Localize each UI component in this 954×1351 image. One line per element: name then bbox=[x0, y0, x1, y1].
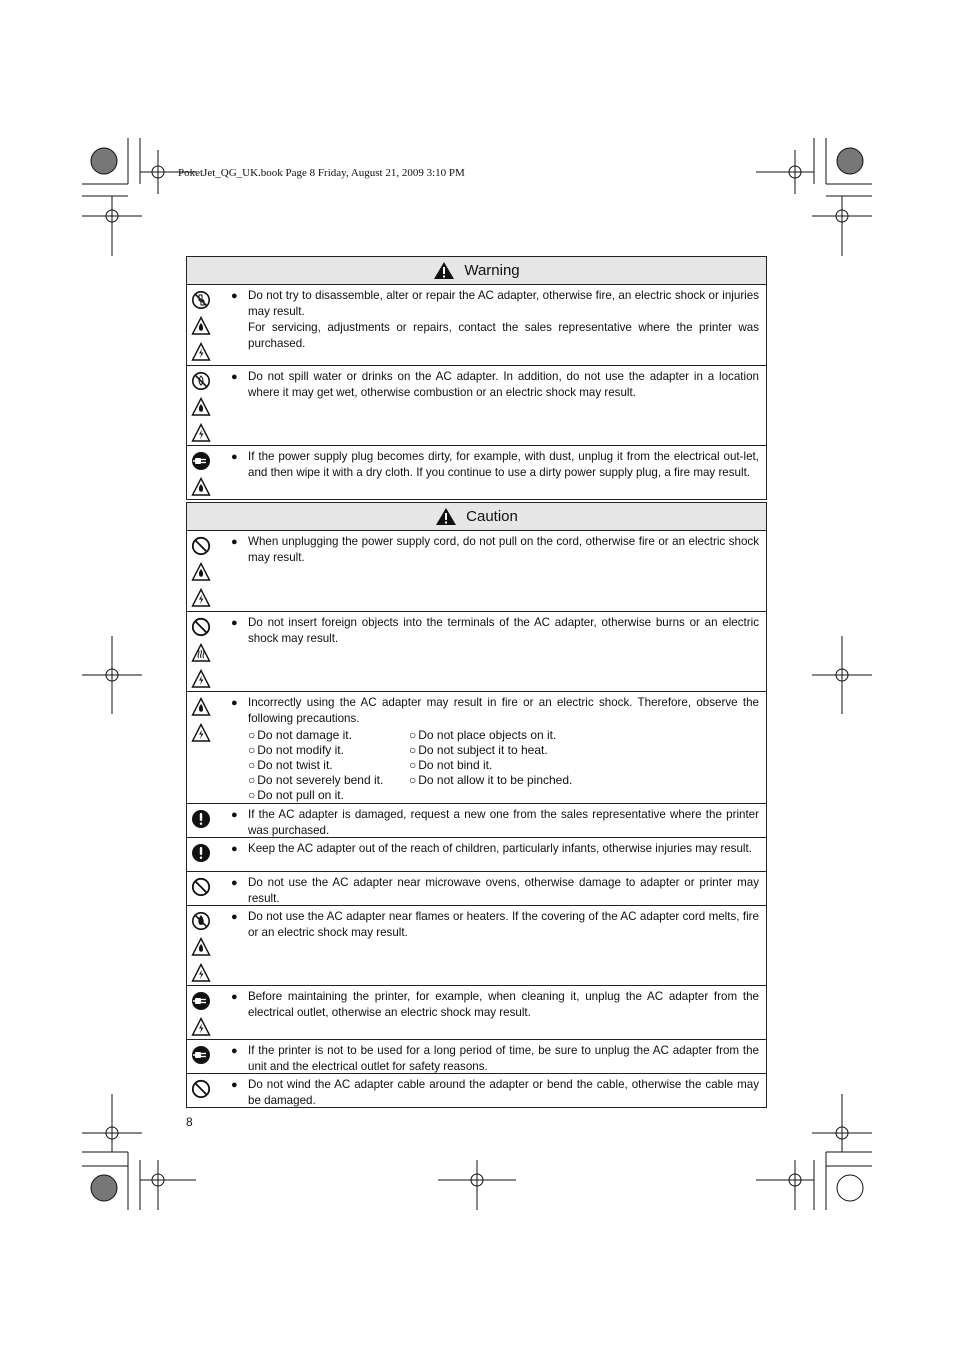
electric-shock-icon bbox=[191, 963, 211, 983]
fire-warning-icon bbox=[191, 562, 211, 582]
row-text bbox=[231, 807, 759, 839]
row-text bbox=[231, 909, 759, 941]
caution-row bbox=[187, 871, 766, 905]
precaution-item: ○ Do not allow it to be pinched. bbox=[409, 773, 609, 788]
row-paragraph: If the power supply plug becomes dirty, for example, with dust, unplug it from the electrical out-let, and then wipe it with a dry cloth. If you continue to use a dirty power supply plug, a fire may result. bbox=[248, 450, 759, 479]
prohibited-icon bbox=[191, 877, 211, 897]
hot-surface-icon bbox=[191, 643, 211, 663]
prohibited-icon bbox=[191, 1079, 211, 1099]
row-text bbox=[231, 875, 759, 907]
fire-warning-icon bbox=[191, 697, 211, 717]
bullet: ● bbox=[231, 290, 238, 302]
row-paragraph: If the printer is not to be used for a long period of time, be sure to unplug the AC adapter from the unit and the electrical outlet for safety reasons. bbox=[248, 1044, 759, 1073]
mandatory-icon bbox=[191, 809, 211, 829]
bullet: ● bbox=[231, 371, 238, 383]
caution-header bbox=[187, 503, 766, 531]
row-text bbox=[231, 369, 759, 401]
caution-row bbox=[187, 985, 766, 1039]
caution-row bbox=[187, 803, 766, 837]
fire-warning-icon bbox=[191, 397, 211, 417]
warning-triangle-icon bbox=[433, 261, 455, 280]
warning-row bbox=[187, 285, 766, 365]
electric-shock-icon bbox=[191, 588, 211, 608]
fire-warning-icon bbox=[191, 937, 211, 957]
electric-shock-icon bbox=[191, 669, 211, 689]
warning-header bbox=[187, 257, 766, 285]
row-icons bbox=[191, 877, 213, 903]
precaution-item: ○ Do not subject it to heat. bbox=[409, 743, 609, 758]
electric-shock-icon bbox=[191, 342, 211, 362]
row-icons bbox=[191, 1045, 213, 1071]
caution-row bbox=[187, 905, 766, 985]
bullet: ● bbox=[231, 617, 238, 629]
bullet: ● bbox=[231, 1079, 238, 1091]
caution-row bbox=[187, 1039, 766, 1073]
row-text bbox=[231, 615, 759, 647]
caution-triangle-icon bbox=[435, 507, 457, 526]
row-text bbox=[231, 1043, 759, 1075]
unplug-icon bbox=[191, 451, 211, 471]
row-paragraph: Do not try to disassemble, alter or repair the AC adapter, otherwise fire, an electric shock or injuries may result. bbox=[248, 289, 759, 318]
unplug-icon bbox=[191, 1045, 211, 1065]
precaution-item: ○ Do not modify it. bbox=[248, 743, 409, 758]
bullet: ● bbox=[231, 911, 238, 923]
caution-title: Caution bbox=[466, 508, 518, 525]
mandatory-icon bbox=[191, 843, 211, 863]
bullet: ● bbox=[231, 1045, 238, 1057]
precaution-item: ○ Do not damage it. bbox=[248, 728, 409, 743]
caution-row bbox=[187, 691, 766, 803]
row-text bbox=[231, 534, 759, 566]
bullet: ● bbox=[231, 809, 238, 821]
print-header: PoketJet_QG_UK.book Page 8 Friday, August 21, 2009 3:10 PM bbox=[178, 167, 465, 179]
precaution-item: ○ Do not place objects on it. bbox=[409, 728, 609, 743]
prohibited-icon bbox=[191, 617, 211, 637]
bullet: ● bbox=[231, 991, 238, 1003]
caution-row bbox=[187, 531, 766, 611]
bullet: ● bbox=[231, 536, 238, 548]
precaution-item: ○ Do not bind it. bbox=[409, 758, 609, 773]
row-paragraph: Do not use the AC adapter near microwave ovens, otherwise damage to adapter or printer may result. bbox=[248, 876, 759, 905]
precaution-list bbox=[248, 728, 759, 803]
row-paragraph: If the AC adapter is damaged, request a new one from the sales representative where the printer was purchased. bbox=[248, 808, 759, 837]
bullet: ● bbox=[231, 877, 238, 889]
unplug-icon bbox=[191, 991, 211, 1011]
caution-row bbox=[187, 1073, 766, 1107]
page-number: 8 bbox=[186, 1115, 193, 1129]
row-icons bbox=[191, 536, 213, 614]
row-icons bbox=[191, 911, 213, 989]
no-disassemble-icon bbox=[191, 290, 211, 310]
warning-table bbox=[186, 256, 767, 500]
caution-row bbox=[187, 611, 766, 691]
bullet: ● bbox=[231, 843, 238, 855]
precaution-item: ○ Do not severely bend it. bbox=[248, 773, 409, 788]
row-paragraph: Do not insert foreign objects into the terminals of the AC adapter, otherwise burns or an electric shock may result. bbox=[248, 616, 759, 645]
row-text bbox=[231, 841, 759, 857]
no-water-icon bbox=[191, 371, 211, 391]
fire-warning-icon bbox=[191, 316, 211, 336]
no-open-flame-icon bbox=[191, 911, 211, 931]
warning-title: Warning bbox=[464, 262, 520, 279]
row-text bbox=[231, 288, 759, 352]
precaution-item: ○ Do not pull on it. bbox=[248, 788, 409, 803]
row-paragraph: When unplugging the power supply cord, do not pull on the cord, otherwise fire or an electric shock may result. bbox=[248, 535, 759, 564]
row-paragraph: Do not use the AC adapter near flames or heaters. If the covering of the AC adapter cord melts, fire or an electric shock may result. bbox=[248, 910, 759, 939]
warning-row bbox=[187, 445, 766, 499]
row-paragraph: Do not spill water or drinks on the AC adapter. In addition, do not use the adapter in a location where it may get wet, otherwise combustion or an electric shock may result. bbox=[248, 370, 759, 399]
fire-warning-icon bbox=[191, 477, 211, 497]
row-paragraph: Keep the AC adapter out of the reach of children, particularly infants, otherwise injuries may result. bbox=[248, 842, 752, 855]
row-paragraph: For servicing, adjustments or repairs, contact the sales representative where the printer was purchased. bbox=[248, 321, 759, 350]
caution-rows bbox=[187, 531, 766, 1107]
row-paragraph: Do not wind the AC adapter cable around the adapter or bend the cable, otherwise the cable may be damaged. bbox=[248, 1078, 759, 1107]
row-icons bbox=[191, 697, 213, 749]
bullet: ● bbox=[231, 697, 238, 709]
row-text bbox=[231, 1077, 759, 1109]
row-icons bbox=[191, 1079, 213, 1105]
warning-row bbox=[187, 365, 766, 445]
prohibited-icon bbox=[191, 536, 211, 556]
bullet: ● bbox=[231, 451, 238, 463]
row-paragraph: Incorrectly using the AC adapter may result in fire or an electric shock. Therefore, observe the following precautions. bbox=[248, 696, 759, 725]
row-icons bbox=[191, 371, 213, 449]
row-text bbox=[231, 695, 759, 803]
warning-rows bbox=[187, 285, 766, 499]
row-icons bbox=[191, 617, 213, 695]
row-paragraph: Before maintaining the printer, for example, when cleaning it, unplug the AC adapter from the electrical outlet, otherwise an electric shock may result. bbox=[248, 990, 759, 1019]
caution-table bbox=[186, 502, 767, 1108]
row-icons bbox=[191, 991, 213, 1043]
row-text bbox=[231, 449, 759, 481]
electric-shock-icon bbox=[191, 1017, 211, 1037]
row-text bbox=[231, 989, 759, 1021]
row-icons bbox=[191, 451, 213, 503]
electric-shock-icon bbox=[191, 423, 211, 443]
caution-row bbox=[187, 837, 766, 871]
row-icons bbox=[191, 290, 213, 368]
electric-shock-icon bbox=[191, 723, 211, 743]
row-icons bbox=[191, 809, 213, 835]
precaution-item: ○ Do not twist it. bbox=[248, 758, 409, 773]
row-icons bbox=[191, 843, 213, 869]
